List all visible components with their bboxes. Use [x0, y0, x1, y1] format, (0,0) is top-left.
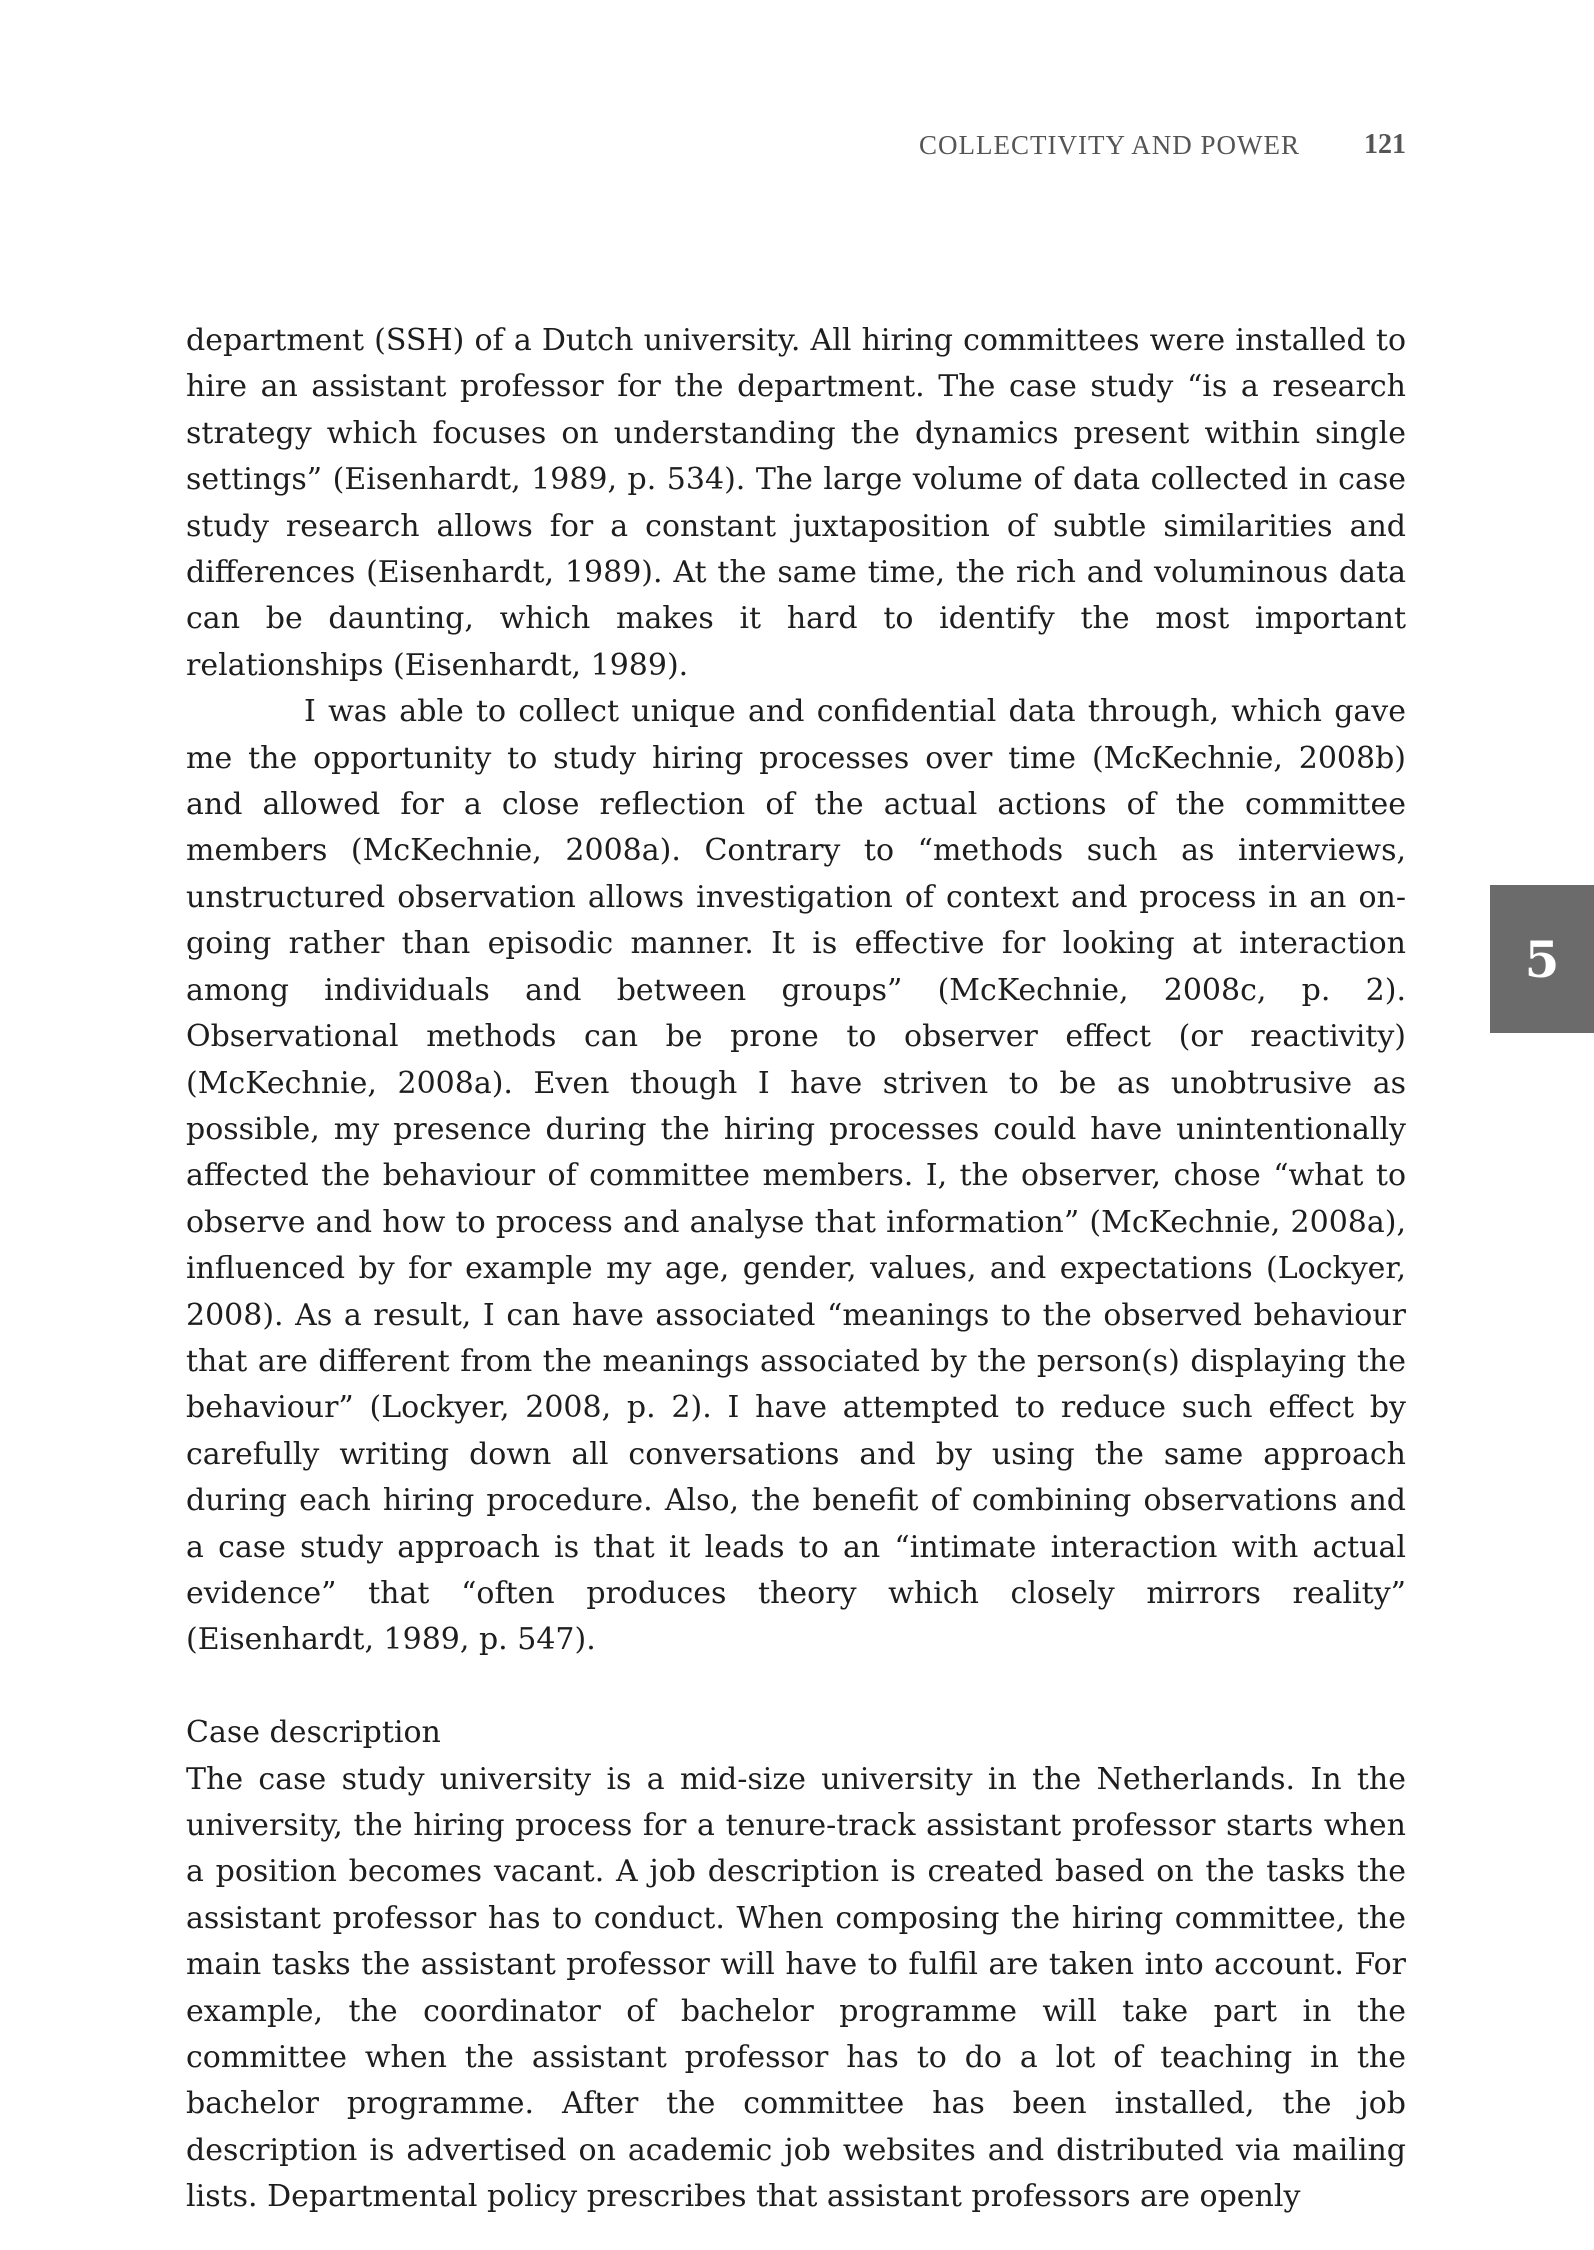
- running-title: COLLECTIVITY AND POWER: [919, 129, 1300, 160]
- paragraph: The case study university is a mid-size university in the Netherlands. In the university, the hiring process for a tenure-track assistant professor starts when a position becomes vacant. A job description is created based on the tasks the assistant professor has to conduct. When composing the hiring committee, the main tasks the assistant professor will have to fulfil are taken into account. For example, the coordinator of bachelor programme will take part in the committee when the assistant professor has to do a lot of teaching in the bachelor programme. After the committee has been installed, the job description is advertised on academic job websites and distributed via mailing lists. Departmental policy prescribes that assistant professors are openly: [186, 1761, 1406, 2215]
- running-header: [919, 128, 1406, 162]
- paragraph: department (SSH) of a Dutch university. All hiring committees were installed to hire an assistant professor for the department. The case study “is a research strategy which focuses on understanding the dynamics present within single settings” (Eisenhardt, 1989, p. 534). The large volume of data collected in case study research allows for a constant juxtaposition of subtle similarities and differences (Eisenhardt, 1989). At the same time, the rich and voluminous data can be daunting, which makes it hard to identify the most important relationships (Eisenhardt, 1989).: [186, 323, 1406, 683]
- section-heading: Case description: [186, 1715, 441, 1751]
- paragraph: I was able to collect unique and confidential data through, which gave me the opportunity to study hiring processes over time (McKechnie, 2008b) and allowed for a close reflection of the actual actions of the committee members (McKechnie, 2008a). Contrary to “methods such as interviews, unstructured observation allows investigation of context and process in an on-going rather than episodic manner. It is effective for looking at interaction among individuals and between groups” (McKechnie, 2008c, p. 2). Observational methods can be prone to observer effect (or reactivity) (McKechnie, 2008a). Even though I have striven to be as unobtrusive as possible, my presence during the hiring processes could have unintentionally affected the behaviour of committee members. I, the observer, chose “what to observe and how to process and analyse that information” (McKechnie, 2008a), influenced by for example my age, gender, values, and expectations (Lockyer, 2008). As a result, I can have associated “meanings to the observed behaviour that are different from the meanings associated by the person(s) displaying the behaviour” (Lockyer, 2008, p. 2). I have attempted to reduce such effect by carefully writing down all conversations and by using the same approach during each hiring procedure. Also, the benefit of combining observations and a case study approach is that it leads to an “intimate interaction with actual evidence” that “often produces theory which closely mirrors reality” (Eisenhardt, 1989, p. 547).: [186, 694, 1406, 1658]
- chapter-tab: [1490, 885, 1594, 1033]
- main-text: [186, 318, 1406, 2221]
- page-number: 121: [1364, 129, 1406, 160]
- chapter-number: 5: [1524, 929, 1560, 989]
